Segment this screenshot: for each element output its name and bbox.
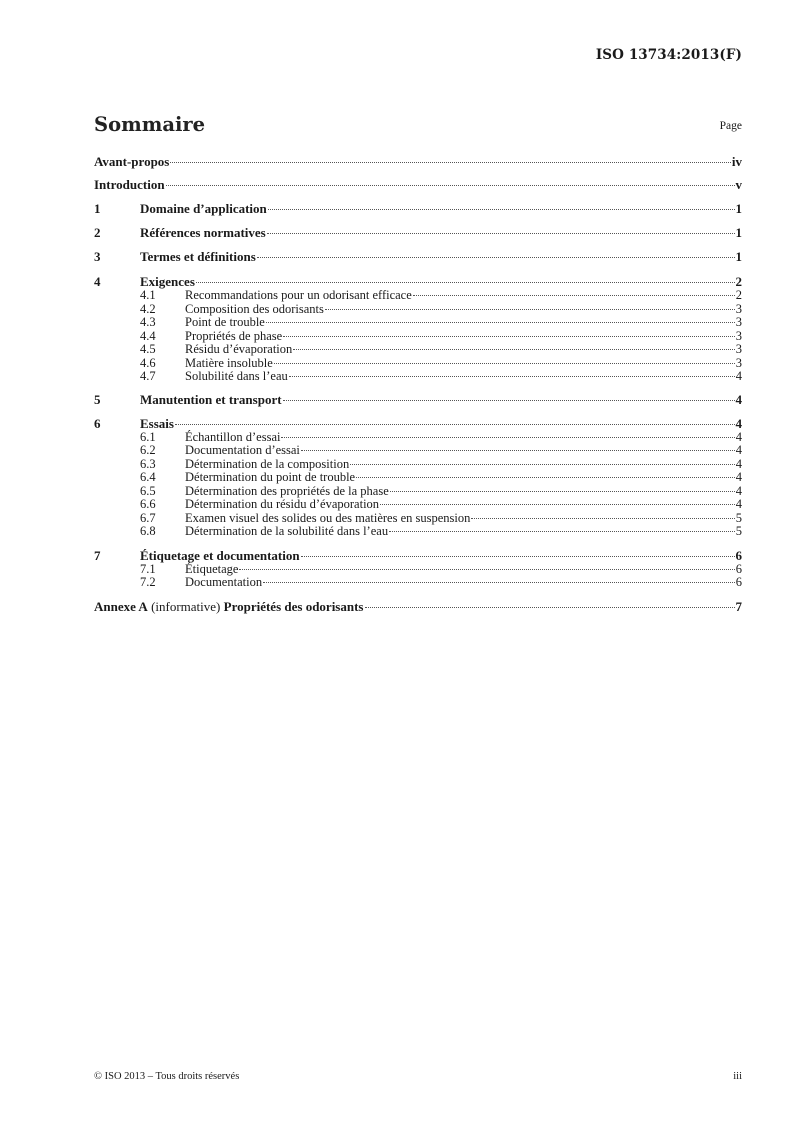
- toc-entry-page: 4: [735, 429, 742, 444]
- toc-entry-page: 3: [735, 328, 742, 343]
- toc-entry[interactable]: [94, 343, 742, 357]
- toc-entry[interactable]: [94, 330, 742, 344]
- dot-leader: [175, 424, 735, 425]
- toc-entry-number: 6.7: [140, 510, 156, 525]
- toc-entry[interactable]: [94, 563, 742, 577]
- toc-entry-page: 4: [735, 443, 742, 457]
- toc-entry[interactable]: [94, 576, 742, 590]
- toc-entry-page: 4: [735, 456, 742, 471]
- toc-entry-title: Composition des odorisants: [185, 301, 324, 316]
- dot-leader: [350, 464, 735, 465]
- toc-entry-title: [94, 599, 364, 614]
- toc-entry[interactable]: [94, 274, 742, 289]
- toc-entry-number: 4.6: [140, 355, 156, 370]
- toc-entry-page: 1: [735, 249, 742, 264]
- dot-leader: [380, 504, 735, 505]
- toc-entry-page: 6: [735, 561, 742, 576]
- toc-entry[interactable]: [94, 498, 742, 512]
- toc-entry[interactable]: [94, 154, 742, 169]
- dot-leader: [301, 556, 735, 557]
- dot-leader: [325, 309, 735, 310]
- toc-entry[interactable]: [94, 357, 742, 371]
- toc-entry-title: Détermination des propriétés de la phase: [185, 483, 389, 498]
- toc-entry-page: 5: [735, 510, 742, 525]
- toc-entry-number: 6.3: [140, 456, 156, 471]
- toc-entry[interactable]: [94, 201, 742, 216]
- dot-leader: [365, 607, 735, 608]
- toc-entry-number: 6.2: [140, 443, 156, 457]
- toc-entry[interactable]: [94, 303, 742, 317]
- toc-entry[interactable]: [94, 444, 742, 458]
- toc-entry-title: Détermination de la composition: [185, 456, 350, 471]
- toc-entry[interactable]: [94, 471, 742, 485]
- toc-entry[interactable]: [94, 316, 742, 330]
- toc-entry-title: Documentation: [185, 575, 263, 589]
- toc-entry[interactable]: [94, 485, 742, 499]
- toc-entry-title-part: (informative): [147, 598, 224, 614]
- dot-leader: [166, 185, 735, 186]
- table-of-contents: [94, 154, 742, 614]
- footer-page-number: iii: [733, 1071, 742, 1082]
- toc-entry-title: Documentation d’essai: [185, 443, 300, 457]
- toc-entry[interactable]: [94, 225, 742, 240]
- dot-leader: [389, 531, 735, 532]
- dot-leader: [356, 477, 735, 478]
- toc-entry[interactable]: [94, 599, 742, 614]
- toc-entry-number: 4.2: [140, 301, 156, 316]
- toc-entry-title: Solubilité dans l’eau: [185, 369, 288, 383]
- toc-entry-page: 1: [735, 225, 742, 240]
- toc-entry[interactable]: [94, 370, 742, 384]
- toc-entry-number: 4.4: [140, 328, 156, 343]
- toc-entry-number: 4.1: [140, 288, 156, 302]
- toc-entry-number: 7.1: [140, 561, 156, 576]
- toc-entry-title: Recommandations pour un odorisant efficace: [185, 288, 412, 302]
- toc-entry-title: Détermination du résidu d’évaporation: [185, 497, 380, 511]
- title-row: [94, 113, 742, 143]
- toc-entry-title: Introduction: [94, 177, 165, 192]
- toc-entry-number: 7.2: [140, 575, 156, 589]
- toc-entry-title: Avant-propos: [94, 154, 170, 169]
- toc-entry[interactable]: [94, 525, 742, 539]
- toc-entry-page: 6: [735, 547, 742, 563]
- toc-entry[interactable]: [94, 431, 742, 445]
- dot-leader: [413, 295, 735, 296]
- toc-entry-page: 7: [735, 598, 742, 614]
- toc-entry-number: 4: [94, 274, 101, 289]
- toc-entry-title: Résidu d’évaporation: [185, 342, 293, 356]
- toc-entry-number: 6.6: [140, 497, 156, 511]
- toc-entry-number: 4.5: [140, 342, 156, 356]
- dot-leader: [239, 569, 734, 570]
- dot-leader: [196, 282, 735, 283]
- dot-leader: [301, 450, 735, 451]
- toc-entry-number: 1: [94, 201, 101, 216]
- toc-entry-number: 6: [94, 415, 101, 431]
- toc-entry-title-part: Annexe A: [94, 598, 148, 614]
- toc-entry-page: v: [735, 177, 742, 192]
- toc-entry-page: 4: [735, 483, 742, 498]
- toc-entry-page: 4: [735, 470, 742, 484]
- toc-entry-number: 6.5: [140, 483, 156, 498]
- dot-leader: [283, 400, 735, 401]
- toc-entry-number: 4.7: [140, 369, 156, 383]
- toc-entry-title: Point de trouble: [185, 315, 265, 329]
- toc-entry-number: 6.8: [140, 524, 156, 538]
- toc-entry-number: 5: [94, 391, 101, 407]
- dot-leader: [390, 491, 735, 492]
- toc-entry-title: Exigences: [140, 274, 195, 289]
- toc-entry-page: 4: [735, 497, 742, 511]
- toc-entry-page: 1: [735, 201, 742, 216]
- toc-entry-number: 7: [94, 547, 101, 563]
- dot-leader: [283, 336, 735, 337]
- toc-entry[interactable]: [94, 458, 742, 472]
- toc-entry[interactable]: [94, 177, 742, 192]
- toc-entry-number: 6.4: [140, 470, 156, 484]
- dot-leader: [170, 162, 731, 163]
- toc-entry-number: 2: [94, 225, 101, 240]
- toc-entry-page: 4: [735, 391, 742, 407]
- dot-leader: [289, 376, 735, 377]
- toc-entry[interactable]: [94, 512, 742, 526]
- toc-entry-number: 3: [94, 249, 101, 264]
- toc-entry-title: Références normatives: [140, 225, 266, 240]
- toc-entry[interactable]: [94, 392, 742, 407]
- standard-identifier: ISO 13734:2013(F): [595, 47, 742, 63]
- toc-entry[interactable]: [94, 416, 742, 431]
- toc-entry-page: 4: [735, 369, 742, 383]
- dot-leader: [268, 209, 735, 210]
- toc-entry-number: 6.1: [140, 429, 156, 444]
- toc-entry[interactable]: [94, 249, 742, 264]
- dot-leader: [281, 437, 734, 438]
- dot-leader: [263, 582, 735, 583]
- dot-leader: [266, 322, 735, 323]
- toc-entry-title: Étiquetage: [185, 561, 239, 576]
- toc-entry-page: 3: [735, 315, 742, 329]
- toc-entry-title: Domaine d’application: [140, 201, 267, 216]
- toc-entry-page: 3: [735, 301, 742, 316]
- toc-entry-page: 6: [735, 575, 742, 589]
- dot-leader: [267, 233, 735, 234]
- toc-entry-title: Étiquetage et documentation: [140, 547, 300, 563]
- toc-entry-page: 3: [735, 355, 742, 370]
- dot-leader: [257, 257, 735, 258]
- toc-entry-page: iv: [731, 154, 742, 169]
- toc-entry-page: 3: [735, 342, 742, 356]
- toc-entry[interactable]: [94, 548, 742, 563]
- toc-entry-title: Détermination de la solubilité dans l’eau: [185, 524, 389, 538]
- footer-copyright: © ISO 2013 – Tous droits réservés: [94, 1071, 240, 1082]
- toc-entry-title-part: Propriétés des odorisants: [223, 598, 364, 614]
- toc-entry-title: Termes et définitions: [140, 249, 256, 264]
- dot-leader: [274, 363, 735, 364]
- toc-entry-title: Détermination du point de trouble: [185, 470, 356, 484]
- toc-entry-title: Essais: [140, 415, 174, 431]
- page-column-label: Page: [719, 120, 742, 132]
- toc-entry-title: Examen visuel des solides ou des matières en suspension: [185, 510, 471, 525]
- page-title: Sommaire: [94, 113, 206, 136]
- toc-entry-title: Propriétés de phase: [185, 328, 283, 343]
- dot-leader: [293, 349, 734, 350]
- toc-entry-title: Échantillon d’essai: [185, 429, 281, 444]
- toc-entry-page: 2: [735, 288, 742, 302]
- toc-entry-title: Manutention et transport: [140, 391, 282, 407]
- toc-entry-page: 5: [735, 524, 742, 538]
- toc-entry[interactable]: [94, 289, 742, 303]
- toc-entry-page: 2: [735, 274, 742, 289]
- toc-entry-page: 4: [735, 415, 742, 431]
- toc-entry-number: 4.3: [140, 315, 156, 329]
- toc-entry-title: Matière insoluble: [185, 355, 273, 370]
- dot-leader: [471, 518, 734, 519]
